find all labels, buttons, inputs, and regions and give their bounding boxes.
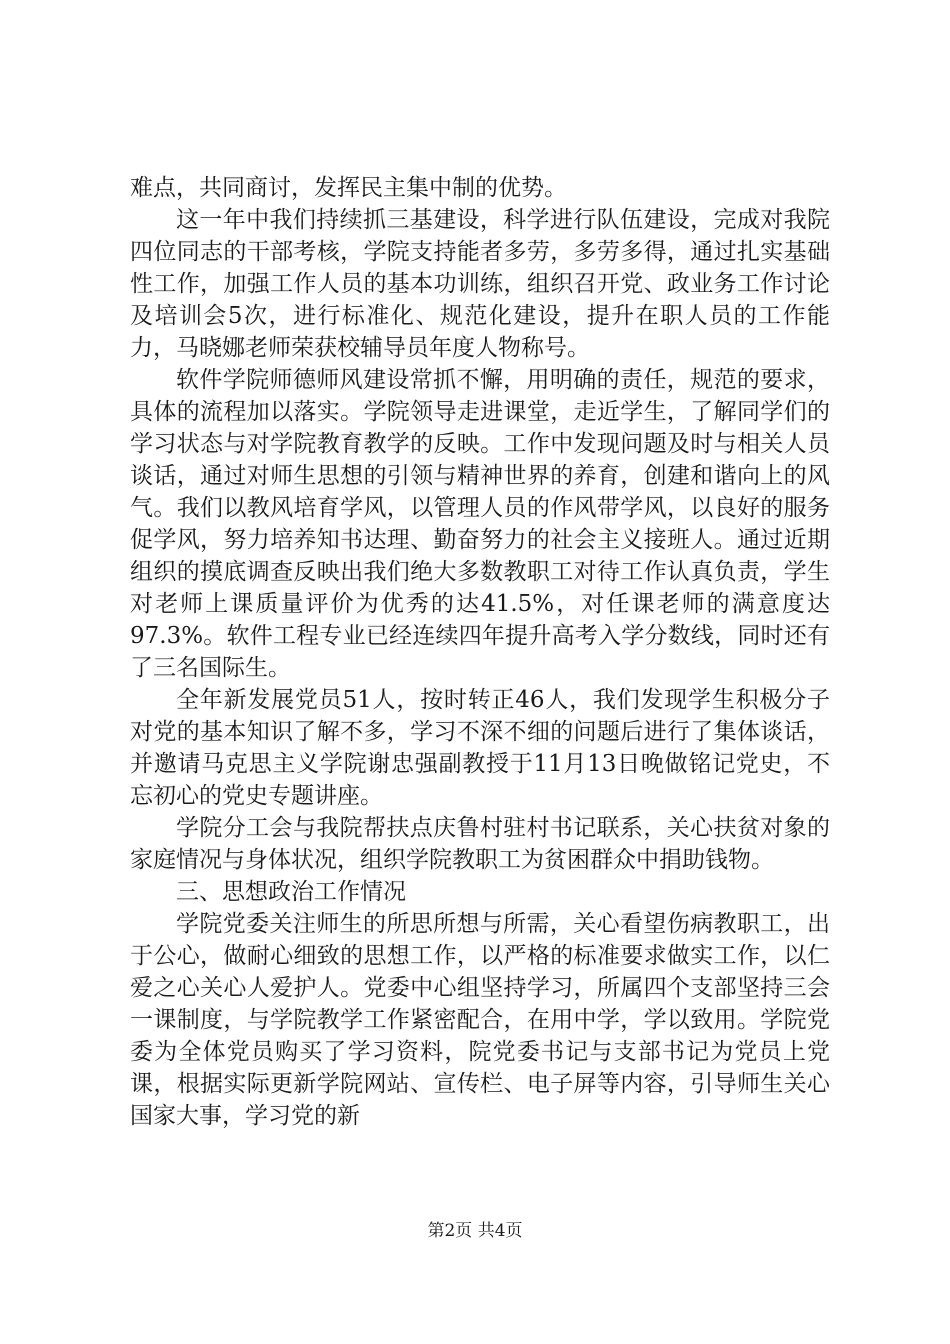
paragraph-ideological-work: 学院党委关注师生的所思所想与所需，关心看望伤病教职工，出于公心，做耐心细致的思想工作，以严格的标准要求做实工作，以仁爱之心关心人爱护人。党委中心组坚持学习，所属四个支部坚持三会一课制度，与学院教学工作紧密配合，在用中学，学以致用。学院党委为全体党员购买了学习资料，院党委书记与支部书记为党员上党课，根据实际更新学院网站、宣传栏、电子屏等内容，引导师生关心国家大事，学习党的新 [130,911,830,1129]
paragraph-team-building: 这一年中我们持续抓三基建设，科学进行队伍建设，完成对我院四位同志的干部考核，学院支持能者多劳，多劳多得，通过扎实基础性工作，加强工作人员的基本功训练，组织召开党、政业务工作讨论及培训会5次，进行标准化、规范化建设，提升在职人员的工作能力，马晓娜老师荣获校辅导员年度人物称号。 [130,207,830,361]
paragraph-continuation: 难点，共同商讨，发挥民主集中制的优势。 [130,175,567,201]
paragraph-party-members: 全年新发展党员51人，按时转正46人，我们发现学生积极分子对党的基本知识了解不多，学习不深不细的问题后进行了集体谈话，并邀请马克思主义学院谢忠强副教授于11月13日晚做铭记党史，不忘初心的党史专题讲座。 [130,687,830,809]
page-footer: 第2页 共4页 [427,1221,523,1241]
section-heading-ideological-work: 三、思想政治工作情况 [176,879,406,905]
paragraph-teacher-ethics: 软件学院师德师风建设常抓不懈，用明确的责任，规范的要求，具体的流程加以落实。学院领导走进课堂，走近学生，了解同学们的学习状态与对学院教育教学的反映。工作中发现问题及时与相关人员谈话，通过对师生思想的引领与精神世界的养育，创建和谐向上的风气。我们以教风培育学风，以管理人员的作风带学风，以良好的服务促学风，努力培养知书达理、勤奋努力的社会主义接班人。通过近期组织的摸底调查反映出我们绝大多数教职工对待工作认真负责，学生对老师上课质量评价为优秀的达41.5%，对任课老师的满意度达97.3%。软件工程专业已经连续四年提升高考入学分数线，同时还有了三名国际生。 [130,367,830,681]
document-body [130,172,830,1132]
paragraph-poverty-relief: 学院分工会与我院帮扶点庆鲁村驻村书记联系，关心扶贫对象的家庭情况与身体状况，组织学院教职工为贫困群众中捐助钱物。 [130,815,830,873]
